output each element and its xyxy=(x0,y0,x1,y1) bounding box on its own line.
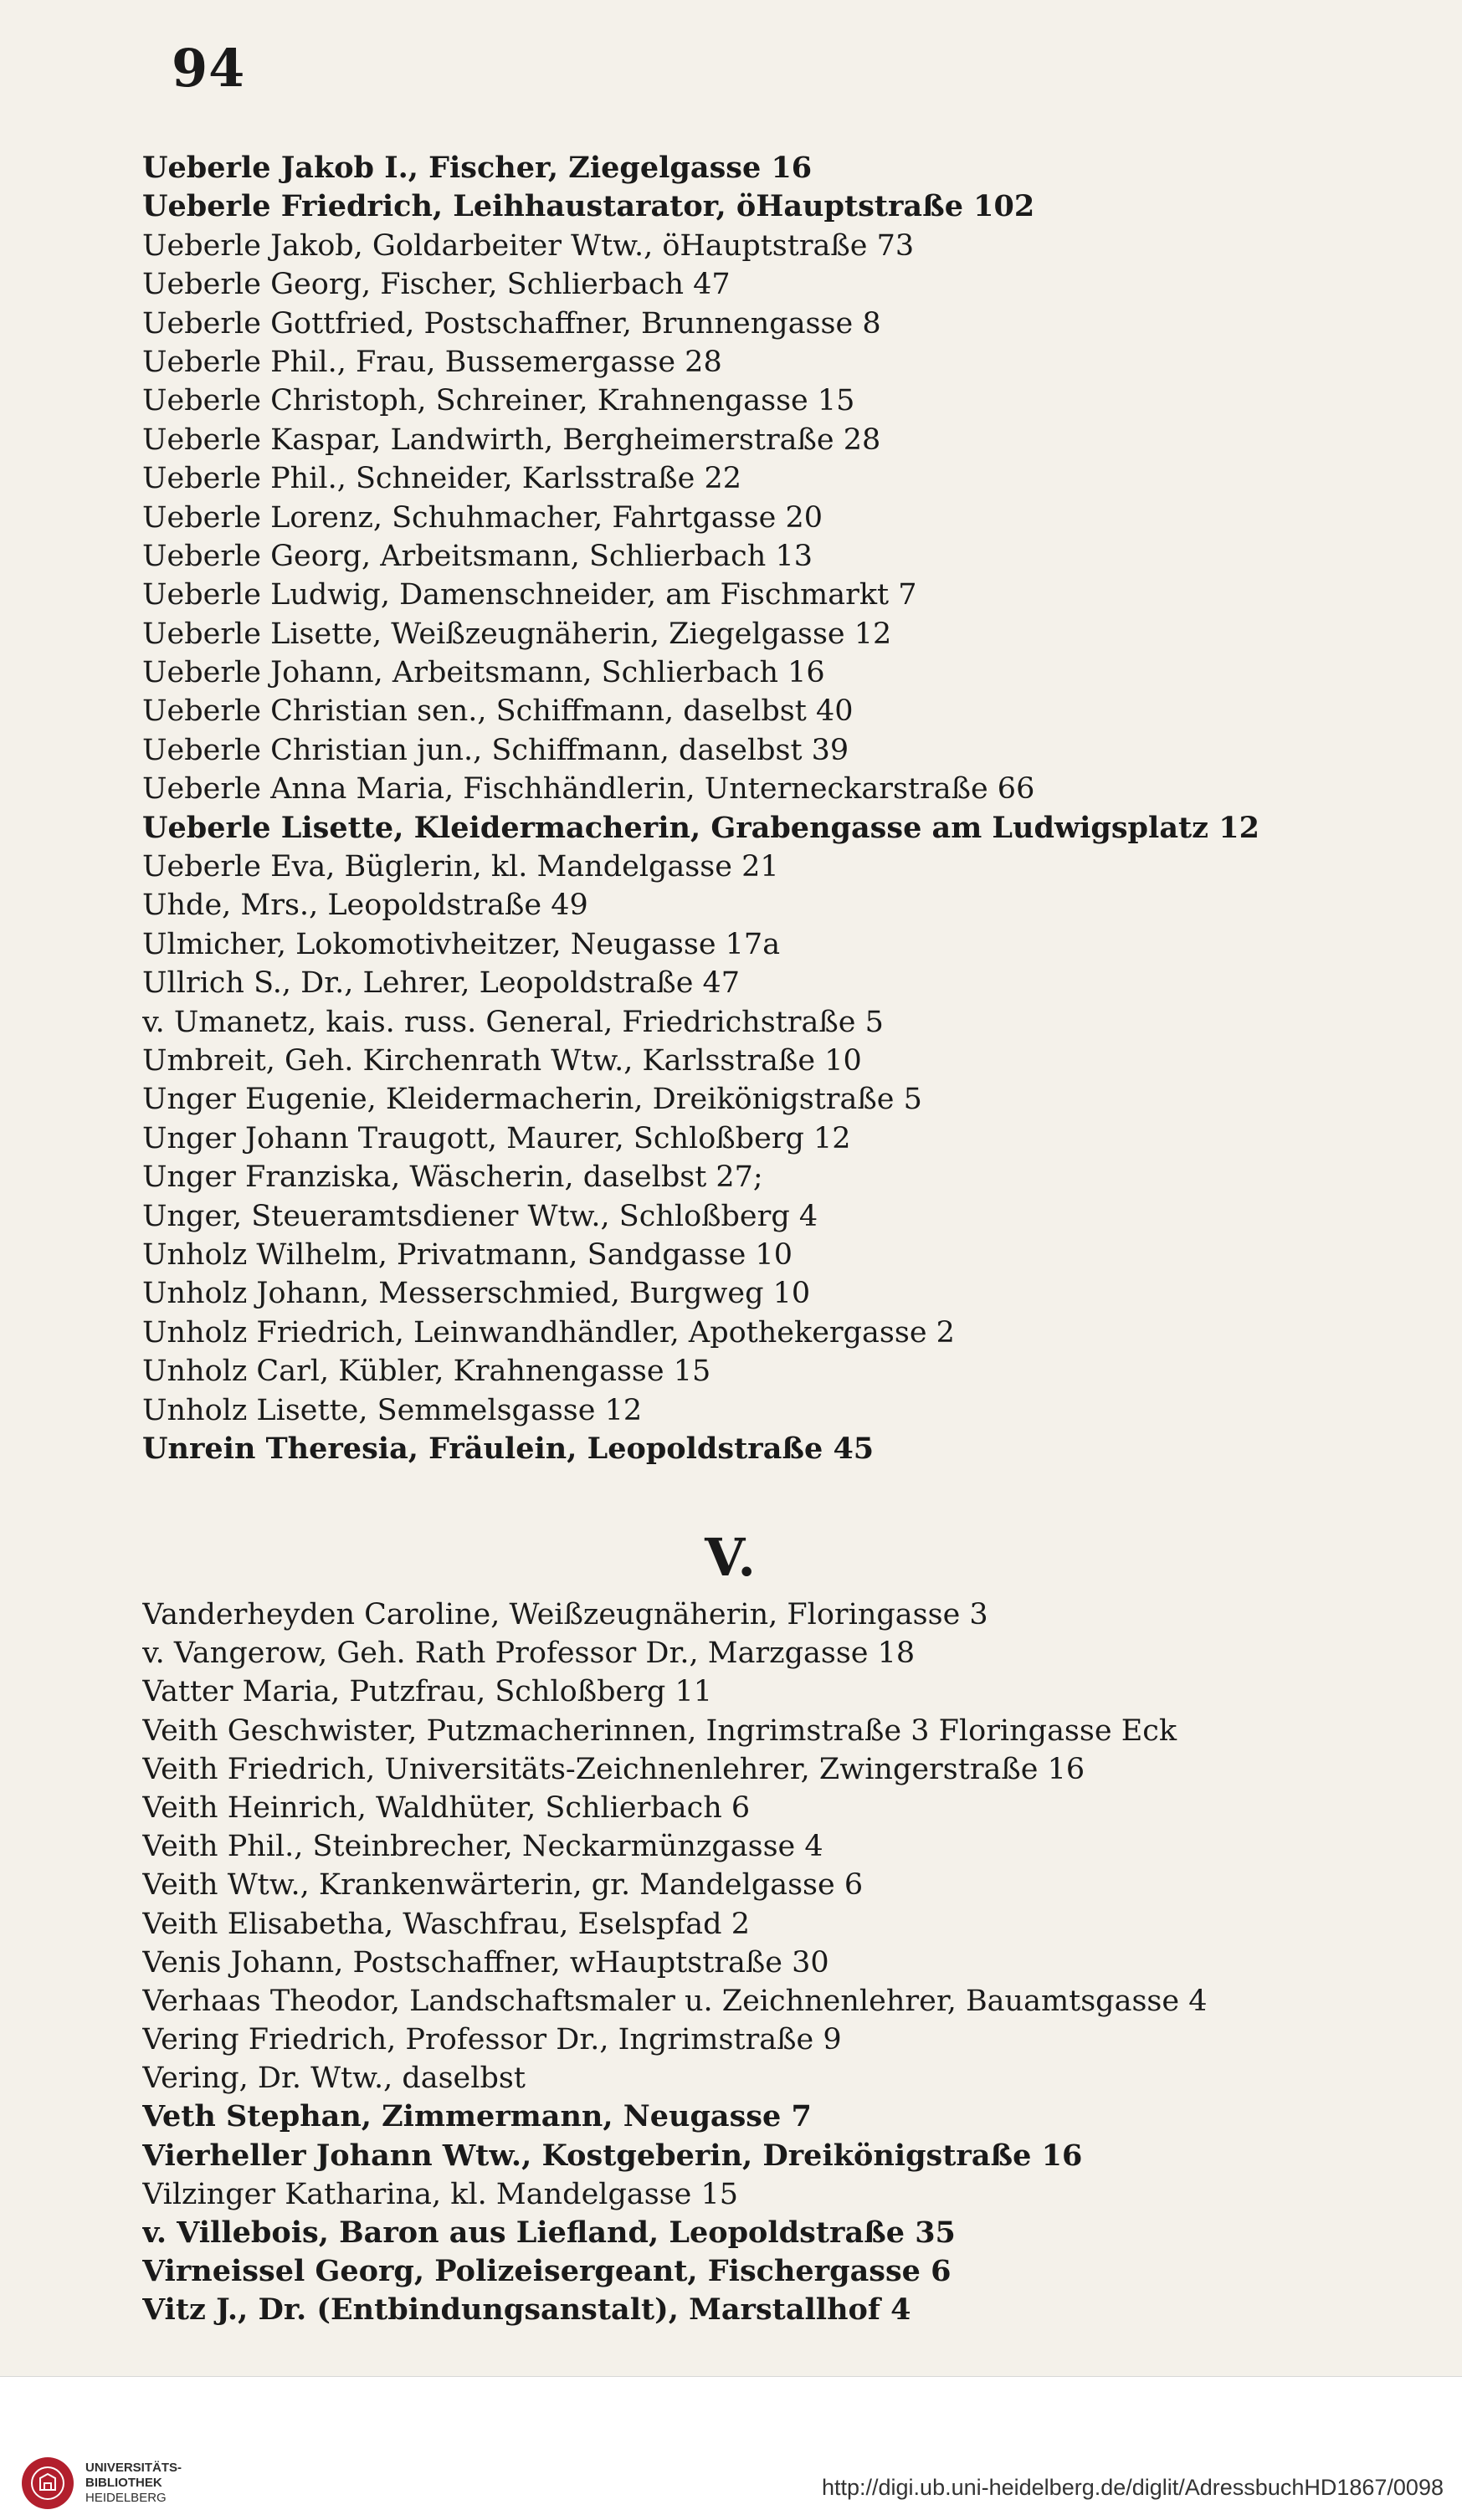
list-item: Vering Friedrich, Professor Dr., Ingrimstraße 9 xyxy=(142,2023,842,2057)
list-item: Veith Friedrich, Universitäts-Zeichnenlehrer, Zwingerstraße 16 xyxy=(142,1752,1085,1786)
list-item: Ueberle Eva, Büglerin, kl. Mandelgasse 21 xyxy=(142,850,779,884)
list-item: Vierheller Johann Wtw., Kostgeberin, Dreikönigstraße 16 xyxy=(142,2138,1083,2173)
list-item: Ueberle Georg, Arbeitsmann, Schlierbach 13 xyxy=(142,539,813,573)
list-item: Veith Heinrich, Waldhüter, Schlierbach 6 xyxy=(142,1790,751,1825)
list-item: Ueberle Christian jun., Schiffmann, daselbst 39 xyxy=(142,733,849,767)
page-number: 94 xyxy=(172,38,246,99)
list-item: Ueberle Phil., Schneider, Karlsstraße 22 xyxy=(142,462,742,496)
list-item: Unger, Steueramtsdiener Wtw., Schloßberg 4 xyxy=(142,1199,818,1233)
list-item: Vilzinger Katharina, kl. Mandelgasse 15 xyxy=(142,2177,739,2211)
list-item: Unholz Johann, Messerschmied, Burgweg 10 xyxy=(142,1277,811,1311)
list-item: Veith Geschwister, Putzmacherinnen, Ingrimstraße 3 Floringasse Eck xyxy=(142,1713,1177,1748)
list-item: Ueberle Jakob, Goldarbeiter Wtw., öHauptstraße 73 xyxy=(142,228,915,263)
list-item: Virneissel Georg, Polizeisergeant, Fischergasse 6 xyxy=(142,2254,952,2289)
footer-bar xyxy=(0,2376,1462,2520)
logo-line: HEIDELBERG xyxy=(85,2491,167,2505)
list-item: Ueberle Jakob I., Fischer, Ziegelgasse 16 xyxy=(142,151,813,185)
list-item: Unger Franziska, Wäscherin, daselbst 27; xyxy=(142,1160,763,1195)
list-item: Umbreit, Geh. Kirchenrath Wtw., Karlsstraße 10 xyxy=(142,1043,862,1078)
list-item: Unger Eugenie, Kleidermacherin, Dreikönigstraße 5 xyxy=(142,1083,922,1117)
list-item: Ueberle Georg, Fischer, Schlierbach 47 xyxy=(142,268,731,302)
logo-text xyxy=(85,2461,182,2506)
list-item: Vering, Dr. Wtw., daselbst xyxy=(142,2062,526,2096)
list-item: Ueberle Friedrich, Leihhaustarator, öHauptstraße 102 xyxy=(142,189,1035,224)
list-item: Ueberle Lisette, Weißzeugnäherin, Ziegelgasse 12 xyxy=(142,617,892,651)
list-item: Veith Wtw., Krankenwärterin, gr. Mandelgasse 6 xyxy=(142,1868,864,1903)
list-item: Ulmicher, Lokomotivheitzer, Neugasse 17a xyxy=(142,927,781,961)
list-item: v. Vangerow, Geh. Rath Professor Dr., Marzgasse 18 xyxy=(142,1636,916,1671)
entries-v-list xyxy=(142,1595,1431,2330)
list-item: Ueberle Christoph, Schreiner, Krahnengasse 15 xyxy=(142,384,855,418)
list-item: v. Umanetz, kais. russ. General, Friedrichstraße 5 xyxy=(142,1005,884,1039)
logo-line: UNIVERSITÄTS- xyxy=(85,2461,182,2475)
list-item: Unholz Lisette, Semmelsgasse 12 xyxy=(142,1393,643,1427)
list-item: Venis Johann, Postschaffner, wHauptstraße 30 xyxy=(142,1945,829,1980)
list-item: Ueberle Anna Maria, Fischhändlerin, Unterneckarstraße 66 xyxy=(142,772,1035,807)
list-item: Ueberle Johann, Arbeitsmann, Schlierbach 16 xyxy=(142,656,825,690)
list-item: Veith Elisabetha, Waschfrau, Eselspfad 2 xyxy=(142,1907,750,1941)
list-item: Veth Stephan, Zimmermann, Neugasse 7 xyxy=(142,2099,812,2134)
list-item: Verhaas Theodor, Landschaftsmaler u. Zeichnenlehrer, Bauamtsgasse 4 xyxy=(142,1984,1208,2018)
list-item: Veith Phil., Steinbrecher, Neckarmünzgasse 4 xyxy=(142,1830,823,1864)
list-item: Vatter Maria, Putzfrau, Schloßberg 11 xyxy=(142,1675,712,1709)
list-item: Ullrich S., Dr., Lehrer, Leopoldstraße 47 xyxy=(142,966,741,1001)
list-item: Vanderheyden Caroline, Weißzeugnäherin, Floringasse 3 xyxy=(142,1598,988,1631)
section-heading: V. xyxy=(705,1527,757,1588)
list-item: Unholz Wilhelm, Privatmann, Sandgasse 10 xyxy=(142,1237,793,1272)
list-item: Unholz Carl, Kübler, Krahnengasse 15 xyxy=(142,1355,711,1389)
list-item: Ueberle Phil., Frau, Bussemergasse 28 xyxy=(142,345,722,379)
entries-u-list xyxy=(142,149,1414,1468)
list-item: Ueberle Christian sen., Schiffmann, daselbst 40 xyxy=(142,694,854,729)
list-item: Unholz Friedrich, Leinwandhändler, Apothekergasse 2 xyxy=(142,1315,955,1350)
list-item: Ueberle Kaspar, Landwirth, Bergheimerstraße 28 xyxy=(142,423,881,457)
list-item: Ueberle Lorenz, Schuhmacher, Fahrtgasse 20 xyxy=(142,500,823,535)
list-item: Ueberle Ludwig, Damenschneider, am Fischmarkt 7 xyxy=(142,578,917,612)
source-url-link[interactable]: http://digi.ub.uni-heidelberg.de/diglit/AdressbuchHD1867/0098 xyxy=(821,2475,1444,2500)
list-item: Unrein Theresia, Fräulein, Leopoldstraße 45 xyxy=(142,1431,875,1466)
list-item: v. Villebois, Baron aus Liefland, Leopoldstraße 35 xyxy=(142,2215,956,2250)
university-library-logo[interactable] xyxy=(22,2457,182,2509)
list-item: Unger Johann Traugott, Maurer, Schloßberg 12 xyxy=(142,1121,851,1155)
list-item: Vitz J., Dr. (Entbindungsanstalt), Marstallhof 4 xyxy=(142,2292,911,2328)
list-item: Uhde, Mrs., Leopoldstraße 49 xyxy=(142,889,588,923)
list-item: Ueberle Gottfried, Postschaffner, Brunnengasse 8 xyxy=(142,306,881,341)
list-item: Ueberle Lisette, Kleidermacherin, Grabengasse am Ludwigsplatz 12 xyxy=(142,810,1259,845)
seal-icon xyxy=(22,2457,74,2509)
logo-line: BIBLIOTHEK xyxy=(85,2476,162,2490)
